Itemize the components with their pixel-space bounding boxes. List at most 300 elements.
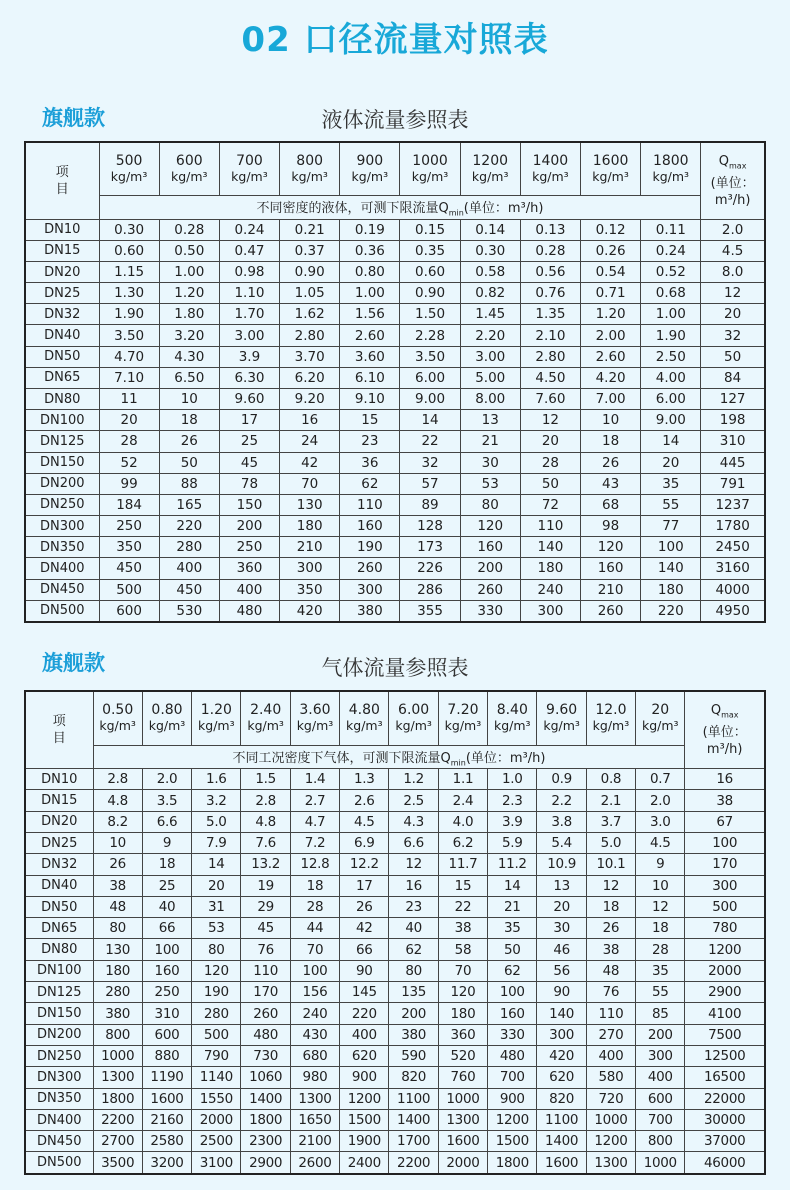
min-flow-cell: 2580 (142, 1131, 191, 1152)
min-flow-cell: 2.60 (581, 346, 641, 367)
table-row (25, 833, 765, 854)
min-flow-cell: 13.2 (241, 854, 290, 875)
min-flow-cell: 4.20 (581, 367, 641, 388)
min-flow-cell: 20 (99, 410, 159, 431)
min-flow-cell: 23 (340, 431, 400, 452)
min-flow-cell: 140 (520, 537, 580, 558)
density-unit: kg/m³ (291, 169, 328, 185)
min-flow-cell: 160 (340, 516, 400, 537)
gas-table-title: 气体流量参照表 (321, 656, 469, 680)
min-flow-cell: 35 (641, 473, 701, 494)
qmax-subscript: max (721, 710, 739, 720)
qmax-cell: 3160 (701, 558, 765, 579)
min-flow-cell: 23 (389, 896, 438, 917)
min-flow-cell: 170 (241, 982, 290, 1003)
min-flow-cell: 1.20 (581, 304, 641, 325)
min-flow-cell: 800 (93, 1024, 142, 1045)
density-header (99, 142, 159, 196)
qmax-cell: 84 (701, 367, 765, 388)
min-flow-cell: 21 (460, 431, 520, 452)
min-flow-cell: 40 (389, 918, 438, 939)
min-flow-cell: 6.6 (142, 811, 191, 832)
min-flow-cell: 4.3 (389, 811, 438, 832)
min-flow-cell: 0.15 (400, 219, 460, 240)
dn-size-cell: DN10 (25, 769, 93, 790)
min-flow-cell: 80 (93, 918, 142, 939)
min-flow-cell: 15 (438, 875, 487, 896)
min-flow-cell: 1000 (438, 1088, 487, 1109)
min-flow-cell: 200 (636, 1024, 685, 1045)
qmax-header (685, 691, 765, 769)
table-row (25, 240, 765, 261)
min-flow-cell: 480 (488, 1045, 537, 1066)
min-flow-cell: 7.10 (99, 367, 159, 388)
min-flow-cell: 10 (93, 833, 142, 854)
min-flow-cell: 100 (142, 939, 191, 960)
min-flow-cell: 26 (93, 854, 142, 875)
min-flow-cell: 2.6 (340, 790, 389, 811)
min-flow-cell: 1300 (290, 1088, 339, 1109)
min-flow-cell: 0.13 (520, 219, 580, 240)
min-flow-cell: 20 (537, 896, 586, 917)
min-flow-cell: 160 (488, 1003, 537, 1024)
min-flow-cell: 2.60 (340, 325, 400, 346)
min-flow-cell: 28 (99, 431, 159, 452)
min-flow-cell: 0.30 (99, 219, 159, 240)
min-flow-cell: 1400 (537, 1131, 586, 1152)
min-flow-cell: 2200 (93, 1109, 142, 1130)
min-flow-cell: 190 (192, 982, 241, 1003)
min-flow-cell: 66 (340, 939, 389, 960)
table-row (25, 516, 765, 537)
min-flow-cell: 2.50 (641, 346, 701, 367)
min-flow-cell: 8.00 (460, 389, 520, 410)
min-flow-cell: 2700 (93, 1131, 142, 1152)
min-flow-cell: 1700 (389, 1131, 438, 1152)
min-flow-cell: 330 (460, 600, 520, 622)
qmax-label (685, 702, 764, 724)
qmax-cell: 791 (701, 473, 765, 494)
min-flow-cell: 6.00 (400, 367, 460, 388)
qmax-cell: 198 (701, 410, 765, 431)
item-header (25, 142, 99, 219)
min-flow-cell: 300 (340, 579, 400, 600)
min-flow-cell: 89 (400, 494, 460, 515)
min-flow-cell: 1.10 (219, 283, 279, 304)
min-flow-cell: 4.7 (290, 811, 339, 832)
caption-subscript: min (448, 208, 464, 218)
min-flow-cell: 20 (520, 431, 580, 452)
density-unit: kg/m³ (532, 169, 569, 185)
min-flow-cell: 45 (219, 452, 279, 473)
min-flow-cell: 32 (400, 452, 460, 473)
min-flow-cell: 55 (636, 982, 685, 1003)
min-flow-cell: 38 (93, 875, 142, 896)
min-flow-cell: 28 (636, 939, 685, 960)
min-flow-cell: 16 (389, 875, 438, 896)
min-flow-cell: 270 (586, 1024, 635, 1045)
min-flow-cell: 360 (219, 558, 279, 579)
table-row (25, 1024, 765, 1045)
qmax-cell: 4100 (685, 1003, 765, 1024)
min-flow-cell: 4.0 (438, 811, 487, 832)
qmax-symbol: Q (718, 154, 730, 170)
min-flow-cell: 35 (636, 960, 685, 981)
caption-row (25, 745, 765, 768)
density-unit: kg/m³ (198, 718, 235, 734)
density-value: 20 (651, 702, 670, 719)
min-flow-cell: 14 (488, 875, 537, 896)
min-flow-cell: 110 (520, 516, 580, 537)
min-flow-cell: 2.1 (586, 790, 635, 811)
min-flow-cell: 100 (488, 982, 537, 1003)
min-flow-cell: 12 (636, 896, 685, 917)
qmax-cell: 20 (701, 304, 765, 325)
min-flow-cell: 0.37 (280, 240, 340, 261)
qmax-cell: 16500 (685, 1067, 765, 1088)
min-flow-cell: 1.62 (280, 304, 340, 325)
gas-flow-table (24, 690, 766, 1175)
dn-size-cell: DN125 (25, 982, 93, 1003)
min-flow-cell: 6.50 (159, 367, 219, 388)
table-row (25, 261, 765, 282)
density-header (586, 691, 635, 745)
min-flow-cell: 145 (340, 982, 389, 1003)
min-flow-cell: 80 (460, 494, 520, 515)
min-flow-cell: 5.0 (192, 811, 241, 832)
density-unit: kg/m³ (110, 169, 148, 185)
min-flow-cell: 14 (192, 854, 241, 875)
min-flow-cell: 0.11 (641, 219, 701, 240)
density-value: 0.80 (151, 702, 183, 719)
density-unit: kg/m³ (641, 718, 679, 734)
min-flow-cell: 99 (99, 473, 159, 494)
caption-unit: (单位：m³/h) (465, 750, 546, 766)
min-flow-cell: 62 (389, 939, 438, 960)
min-flow-cell: 160 (460, 537, 520, 558)
min-flow-cell: 260 (460, 579, 520, 600)
min-flow-cell: 120 (460, 516, 520, 537)
table-row (25, 579, 765, 600)
density-header (389, 691, 438, 745)
qmax-label (701, 153, 764, 175)
min-flow-cell: 3.20 (159, 325, 219, 346)
table-row (25, 473, 765, 494)
min-flow-cell: 400 (219, 579, 279, 600)
min-flow-cell: 128 (400, 516, 460, 537)
min-flow-cell: 165 (159, 494, 219, 515)
density-value: 2.40 (250, 702, 282, 719)
min-flow-cell: 1100 (389, 1088, 438, 1109)
dn-size-cell: DN15 (25, 240, 99, 261)
min-flow-cell: 12.2 (340, 854, 389, 875)
min-flow-cell: 72 (520, 494, 580, 515)
min-flow-cell: 14 (641, 431, 701, 452)
min-flow-cell: 350 (99, 537, 159, 558)
min-flow-cell: 0.30 (460, 240, 520, 261)
min-flow-cell: 240 (290, 1003, 339, 1024)
dn-size-cell: DN150 (25, 1003, 93, 1024)
min-flow-cell: 98 (581, 516, 641, 537)
min-flow-cell: 260 (340, 558, 400, 579)
dn-size-cell: DN40 (25, 325, 99, 346)
qmax-cell: 30000 (685, 1109, 765, 1130)
min-flow-cell: 2000 (438, 1152, 487, 1174)
min-flow-cell: 1.00 (159, 261, 219, 282)
table-row (25, 769, 765, 790)
density-value: 1200 (472, 153, 509, 170)
min-flow-cell: 21 (488, 896, 537, 917)
min-flow-cell: 9.60 (219, 389, 279, 410)
table-row (25, 1109, 765, 1130)
min-flow-cell: 100 (290, 960, 339, 981)
min-flow-cell: 68 (581, 494, 641, 515)
min-flow-cell: 2000 (192, 1109, 241, 1130)
table-row (25, 367, 765, 388)
dn-size-cell: DN200 (25, 473, 99, 494)
min-flow-cell: 25 (142, 875, 191, 896)
min-flow-cell: 400 (159, 558, 219, 579)
dn-size-cell: DN300 (25, 1067, 93, 1088)
min-flow-cell: 1.00 (641, 304, 701, 325)
table-row (25, 325, 765, 346)
dn-size-cell: DN50 (25, 896, 93, 917)
min-flow-cell: 480 (241, 1024, 290, 1045)
caption-row (25, 196, 765, 219)
min-flow-cell: 0.98 (219, 261, 279, 282)
density-unit: kg/m³ (148, 718, 186, 734)
density-unit: kg/m³ (231, 169, 268, 185)
min-flow-cell: 350 (280, 579, 340, 600)
min-flow-cell: 0.14 (460, 219, 520, 240)
min-flow-cell: 29 (241, 896, 290, 917)
qmax-cell: 4950 (701, 600, 765, 622)
min-flow-cell: 17 (219, 410, 279, 431)
min-flow-cell: 250 (219, 537, 279, 558)
min-flow-cell: 200 (219, 516, 279, 537)
min-flow-cell: 2200 (389, 1152, 438, 1174)
min-flow-cell: 3.50 (400, 346, 460, 367)
qmax-cell: 12500 (685, 1045, 765, 1066)
min-flow-cell: 130 (93, 939, 142, 960)
caption-subscript: min (450, 758, 466, 768)
min-flow-cell: 1.15 (99, 261, 159, 282)
table-row (25, 790, 765, 811)
min-flow-cell: 3.7 (586, 811, 635, 832)
table-row (25, 854, 765, 875)
min-flow-cell: 450 (99, 558, 159, 579)
min-flow-cell: 220 (641, 600, 701, 622)
qmax-cell: 127 (701, 389, 765, 410)
min-flow-cell: 1.70 (219, 304, 279, 325)
min-flow-cell: 3.8 (537, 811, 586, 832)
min-flow-cell: 1.1 (438, 769, 487, 790)
density-header (537, 691, 586, 745)
min-flow-cell: 1200 (586, 1131, 635, 1152)
density-header (438, 691, 487, 745)
min-flow-cell: 300 (636, 1045, 685, 1066)
density-value: 3.60 (299, 702, 331, 719)
density-value: 1400 (532, 153, 569, 170)
table-row (25, 410, 765, 431)
min-flow-cell: 420 (537, 1045, 586, 1066)
min-flow-cell: 30 (537, 918, 586, 939)
dn-size-cell: DN80 (25, 389, 99, 410)
min-flow-cell: 600 (636, 1088, 685, 1109)
min-flow-cell: 7.60 (520, 389, 580, 410)
qmax-unit-line1: (单位： (702, 724, 747, 740)
min-flow-cell: 9.00 (641, 410, 701, 431)
min-flow-cell: 1190 (142, 1067, 191, 1088)
density-value: 12.0 (595, 702, 627, 719)
min-flow-cell: 790 (192, 1045, 241, 1066)
min-flow-cell: 10 (159, 389, 219, 410)
min-flow-cell: 10.9 (537, 854, 586, 875)
min-flow-cell: 980 (290, 1067, 339, 1088)
qmax-cell: 170 (685, 854, 765, 875)
min-flow-cell: 4.5 (636, 833, 685, 854)
min-flow-cell: 900 (340, 1067, 389, 1088)
min-flow-cell: 0.71 (581, 283, 641, 304)
qmax-cell: 50 (701, 346, 765, 367)
density-unit: kg/m³ (592, 718, 630, 734)
density-value: 600 (175, 153, 203, 170)
dn-size-cell: DN300 (25, 516, 99, 537)
min-flow-cell: 180 (520, 558, 580, 579)
min-flow-cell: 26 (586, 918, 635, 939)
min-flow-cell: 2600 (290, 1152, 339, 1174)
qmax-cell: 37000 (685, 1131, 765, 1152)
qmax-cell: 4.5 (701, 240, 765, 261)
min-flow-cell: 0.60 (99, 240, 159, 261)
min-flow-cell: 90 (537, 982, 586, 1003)
min-flow-cell: 2400 (340, 1152, 389, 1174)
table-row (25, 875, 765, 896)
min-flow-cell: 1650 (290, 1109, 339, 1130)
min-flow-cell: 820 (389, 1067, 438, 1088)
min-flow-cell: 53 (460, 473, 520, 494)
min-flow-cell: 12 (586, 875, 635, 896)
min-flow-cell: 184 (99, 494, 159, 515)
qmax-cell: 500 (685, 896, 765, 917)
min-flow-cell: 28 (520, 452, 580, 473)
min-flow-cell: 0.28 (520, 240, 580, 261)
min-flow-cell: 5.00 (460, 367, 520, 388)
min-flow-cell: 800 (636, 1131, 685, 1152)
min-flow-cell: 110 (340, 494, 400, 515)
min-flow-cell: 0.50 (159, 240, 219, 261)
min-flow-cell: 48 (93, 896, 142, 917)
min-flow-cell: 6.9 (340, 833, 389, 854)
qmax-unit-line2: m³/h) (706, 741, 743, 757)
min-flow-cell: 200 (389, 1003, 438, 1024)
table-row (25, 558, 765, 579)
min-flow-cell: 580 (586, 1067, 635, 1088)
dn-size-cell: DN150 (25, 452, 99, 473)
min-flow-cell: 11.7 (438, 854, 487, 875)
min-flow-cell: 120 (581, 537, 641, 558)
min-flow-cell: 1300 (438, 1109, 487, 1130)
min-flow-cell: 210 (581, 579, 641, 600)
min-flow-cell: 0.76 (520, 283, 580, 304)
min-flow-cell: 820 (537, 1088, 586, 1109)
table-row (25, 346, 765, 367)
qmax-cell: 16 (685, 769, 765, 790)
table-row (25, 811, 765, 832)
min-flow-cell: 13 (460, 410, 520, 431)
min-flow-cell: 62 (488, 960, 537, 981)
table-row (25, 982, 765, 1003)
min-flow-cell: 400 (340, 1024, 389, 1045)
min-flow-cell: 0.24 (641, 240, 701, 261)
min-flow-cell: 76 (241, 939, 290, 960)
min-flow-cell: 18 (159, 410, 219, 431)
min-flow-cell: 7.6 (241, 833, 290, 854)
min-flow-cell: 1000 (93, 1045, 142, 1066)
min-flow-cell: 620 (537, 1067, 586, 1088)
qmax-unit-line1: (单位： (710, 175, 755, 191)
min-flow-cell: 50 (159, 452, 219, 473)
min-flow-cell: 380 (340, 600, 400, 622)
min-flow-cell: 2.28 (400, 325, 460, 346)
min-flow-cell: 52 (99, 452, 159, 473)
min-flow-cell: 1.2 (389, 769, 438, 790)
table-row (25, 918, 765, 939)
min-flow-cell: 26 (340, 896, 389, 917)
min-flow-cell: 3.5 (142, 790, 191, 811)
min-flow-cell: 9.10 (340, 389, 400, 410)
min-flow-cell: 0.8 (586, 769, 635, 790)
qmax-header (701, 142, 765, 219)
min-flow-cell: 6.20 (280, 367, 340, 388)
min-flow-cell: 6.6 (389, 833, 438, 854)
min-flow-cell: 110 (241, 960, 290, 981)
min-flow-cell: 700 (636, 1109, 685, 1130)
liquid-flow-table (24, 141, 766, 623)
min-flow-cell: 0.54 (581, 261, 641, 282)
dn-size-cell: DN350 (25, 537, 99, 558)
min-flow-cell: 2.4 (438, 790, 487, 811)
min-flow-cell: 35 (488, 918, 537, 939)
min-flow-cell: 45 (241, 918, 290, 939)
min-flow-cell: 6.10 (340, 367, 400, 388)
min-flow-cell: 4.8 (93, 790, 142, 811)
qmax-cell: 67 (685, 811, 765, 832)
min-flow-cell: 200 (460, 558, 520, 579)
density-unit: kg/m³ (494, 718, 531, 734)
dn-size-cell: DN400 (25, 558, 99, 579)
min-flow-cell: 1.3 (340, 769, 389, 790)
min-flow-cell: 7.2 (290, 833, 339, 854)
min-flow-cell: 88 (159, 473, 219, 494)
dn-size-cell: DN250 (25, 1045, 93, 1066)
min-flow-cell: 1000 (636, 1152, 685, 1174)
min-flow-cell: 2.10 (520, 325, 580, 346)
min-flow-cell: 0.56 (520, 261, 580, 282)
density-unit: kg/m³ (471, 169, 509, 185)
min-flow-cell: 40 (142, 896, 191, 917)
density-header (340, 691, 389, 745)
min-flow-cell: 1.6 (192, 769, 241, 790)
min-flow-cell: 5.9 (488, 833, 537, 854)
min-flow-cell: 100 (641, 537, 701, 558)
min-flow-cell: 300 (537, 1024, 586, 1045)
min-flow-cell: 2500 (192, 1131, 241, 1152)
density-header (400, 142, 460, 196)
min-flow-cell: 22 (400, 431, 460, 452)
density-header (93, 691, 142, 745)
qmax-cell: 2.0 (701, 219, 765, 240)
